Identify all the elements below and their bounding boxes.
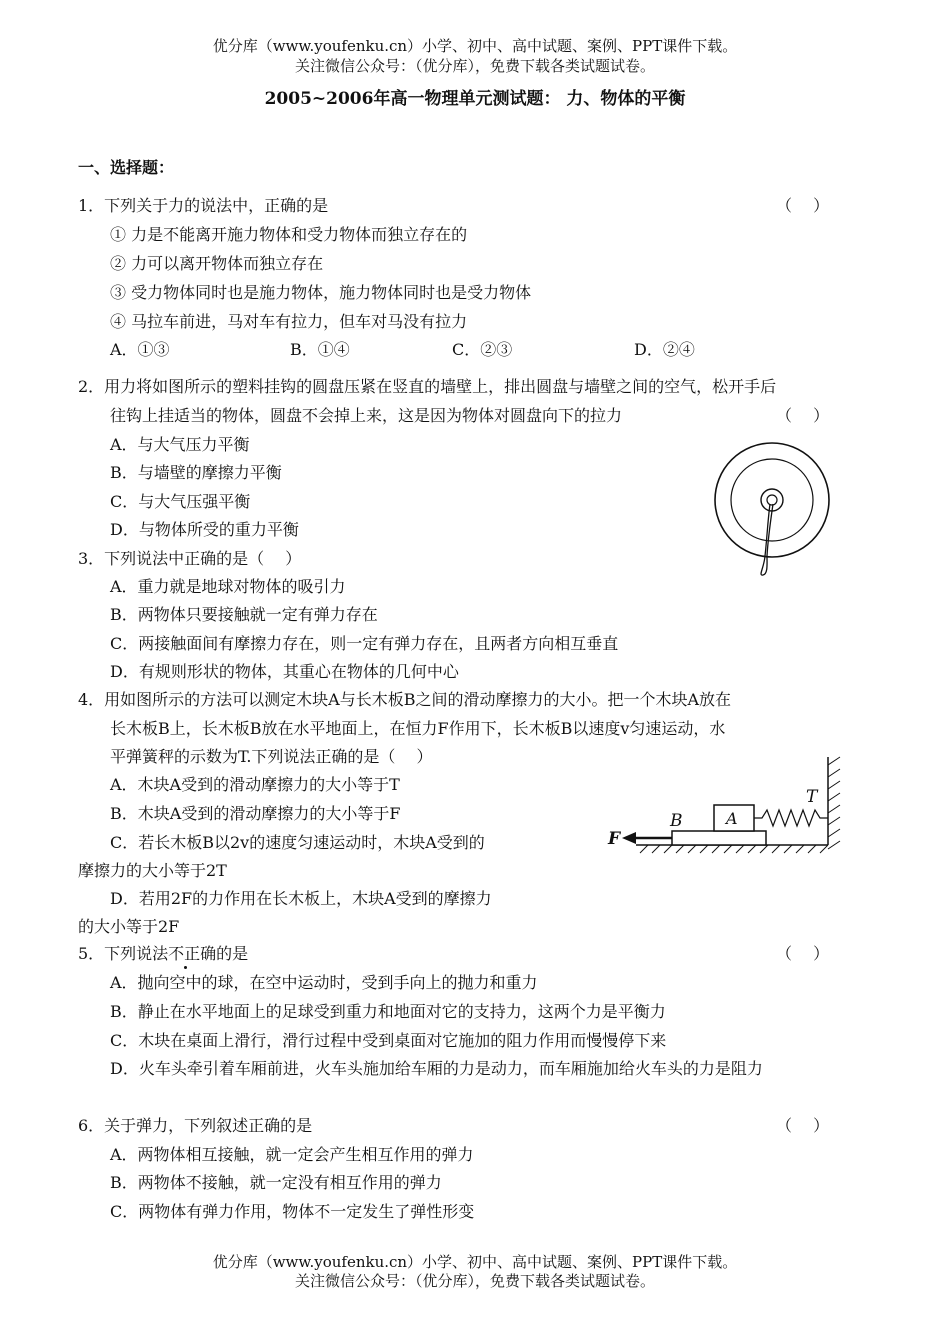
q1-option-c: C．②③ xyxy=(452,340,513,359)
q5-option-d: D．火车头牵引着车厢前进，火车头施加给车厢的力是动力，而车厢施加给火车头的力是阻力 xyxy=(110,1059,763,1078)
q2-option-a: A．与大气压力平衡 xyxy=(110,435,250,454)
ground-hatching xyxy=(640,845,828,853)
label-b: B xyxy=(670,811,683,831)
q1-statement-2: ② 力可以离开物体而独立存在 xyxy=(110,254,324,273)
header-line-2: 关注微信公众号：（优分库），免费下载各类试题试卷。 xyxy=(294,57,655,75)
header-line-1: 优分库（www.youfenku.cn）小学、初中、高中试题、案例、PPT课件下载。 xyxy=(212,37,738,55)
board-b xyxy=(672,831,766,845)
q6-stem: 6．关于弹力，下列叙述正确的是 xyxy=(78,1116,313,1135)
force-arrow-head xyxy=(622,832,636,844)
q1-stem: 1．下列关于力的说法中，正确的是 xyxy=(78,196,329,215)
section-heading: 一、选择题： xyxy=(78,158,175,177)
wall-hatching xyxy=(828,757,840,849)
label-f: F xyxy=(608,829,621,849)
q1-option-a: A．①③ xyxy=(110,340,170,359)
emphasis-dot xyxy=(184,966,187,969)
q1-answer-blank: （ ） xyxy=(776,196,830,215)
q1-option-b: B．①④ xyxy=(290,340,350,359)
q6-option-c: C．两物体有弹力作用，物体不一定发生了弹性形变 xyxy=(110,1202,475,1221)
q3-option-d: D．有规则形状的物体，其重心在物体的几何中心 xyxy=(110,662,459,681)
friction-experiment-figure xyxy=(600,755,848,867)
page-title: 2005~2006年高一物理单元测试题： 力、物体的平衡 xyxy=(264,89,686,109)
footer-line-2: 关注微信公众号：（优分库），免费下载各类试题试卷。 xyxy=(294,1272,655,1290)
q5-answer-blank: （ ） xyxy=(776,944,830,963)
q4-stem-line-1: 4．用如图所示的方法可以测定木块A与长木板B之间的滑动摩擦力的大小。把一个木块A放在 xyxy=(78,690,732,709)
q3-option-b: B．两物体只要接触就一定有弹力存在 xyxy=(110,605,378,624)
q1-option-d: D．②④ xyxy=(634,340,695,359)
q1-statement-4: ④ 马拉车前进，马对车有拉力，但车对马没有拉力 xyxy=(110,312,468,331)
q5-stem: 5．下列说法不正确的是 xyxy=(78,944,249,963)
q4-stem-line-3: 平弹簧秤的示数为T.下列说法正确的是（ ） xyxy=(110,747,433,766)
q5-option-b: B．静止在水平地面上的足球受到重力和地面对它的支持力，这两个力是平衡力 xyxy=(110,1002,666,1021)
q2-option-b: B．与墙壁的摩擦力平衡 xyxy=(110,463,282,482)
q5-option-c: C．木块在桌面上滑行，滑行过程中受到桌面对它施加的阻力作用而慢慢停下来 xyxy=(110,1031,667,1050)
q4-option-c-line-1: C．若长木板B以2v的速度匀速运动时，木块A受到的 xyxy=(110,833,485,852)
q3-option-a: A．重力就是地球对物体的吸引力 xyxy=(110,577,346,596)
q3-option-c: C．两接触面间有摩擦力存在，则一定有弹力存在，且两者方向相互垂直 xyxy=(110,634,619,653)
footer-line-1: 优分库（www.youfenku.cn）小学、初中、高中试题、案例、PPT课件下载。 xyxy=(212,1253,738,1271)
q5-option-a: A．抛向空中的球，在空中运动时，受到手向上的抛力和重力 xyxy=(110,973,538,992)
q1-statement-1: ① 力是不能离开施力物体和受力物体而独立存在的 xyxy=(110,225,468,244)
q1-statement-3: ③ 受力物体同时也是施力物体，施力物体同时也是受力物体 xyxy=(110,283,532,302)
q4-option-c-line-2: 摩擦力的大小等于2T xyxy=(78,861,227,880)
suction-disk-outer xyxy=(715,443,829,557)
q6-option-b: B．两物体不接触，就一定没有相互作用的弹力 xyxy=(110,1173,442,1192)
suction-hook-figure xyxy=(710,438,840,583)
spring xyxy=(754,810,828,826)
q4-option-b: B．木块A受到的滑动摩擦力的大小等于F xyxy=(110,804,401,823)
suction-disk-inner xyxy=(731,459,813,541)
hook-base-inner xyxy=(767,495,777,505)
label-t: T xyxy=(806,787,818,807)
q6-option-a: A．两物体相互接触，就一定会产生相互作用的弹力 xyxy=(110,1145,474,1164)
label-a: A xyxy=(726,809,738,828)
q6-answer-blank: （ ） xyxy=(776,1116,830,1135)
q4-stem-line-2: 长木板B上，长木板B放在水平地面上，在恒力F作用下，长木板B以速度v匀速运动，水 xyxy=(110,719,726,738)
q2-stem-line-1: 2．用力将如图所示的塑料挂钩的圆盘压紧在竖直的墙壁上，排出圆盘与墙壁之间的空气，松开手后 xyxy=(78,377,777,396)
q3-stem: 3．下列说法中正确的是（ ） xyxy=(78,549,302,568)
q4-option-a: A．木块A受到的滑动摩擦力的大小等于T xyxy=(110,775,400,794)
q2-option-c: C．与大气压强平衡 xyxy=(110,492,251,511)
q2-stem-line-2: 往钩上挂适当的物体，圆盘不会掉上来，这是因为物体对圆盘向下的拉力 xyxy=(110,406,623,425)
q2-answer-blank: （ ） xyxy=(776,406,830,425)
q2-option-d: D．与物体所受的重力平衡 xyxy=(110,520,299,539)
q4-option-d-line-1: D．若用2F的力作用在长木板上，木块A受到的摩擦力 xyxy=(110,889,492,908)
q4-option-d-line-2: 的大小等于2F xyxy=(78,917,180,936)
